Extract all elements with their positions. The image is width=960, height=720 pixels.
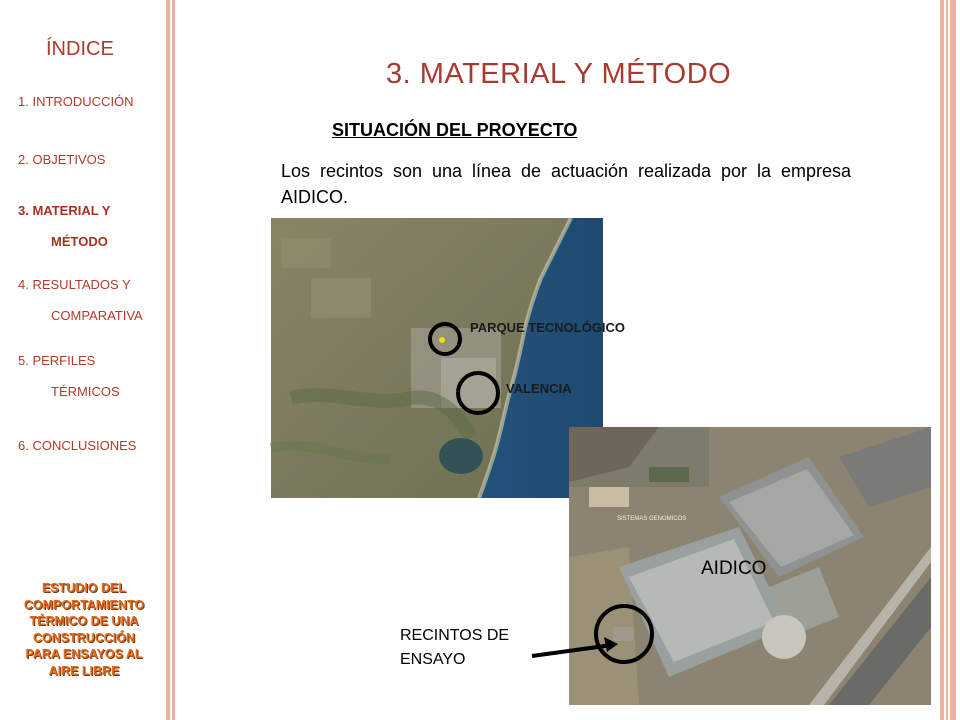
right-border-stripe xyxy=(940,0,944,720)
nav-label-line2: COMPARATIVA xyxy=(51,308,143,323)
nav-item-resultados[interactable] xyxy=(18,269,143,331)
nav-label: 5. PERFILES xyxy=(18,353,96,368)
arrow-recintos xyxy=(520,630,630,670)
nav-label: 1. INTRODUCCIÓN xyxy=(18,94,134,109)
study-title xyxy=(6,580,162,679)
nav-label: 3. MATERIAL Y xyxy=(18,203,111,218)
study-title-line: ESTUDIO DEL xyxy=(41,581,127,595)
study-title-line: CONSTRUCCIÓN xyxy=(32,630,136,645)
nav-label: 4. RESULTADOS Y xyxy=(18,277,131,292)
map-valencia-image xyxy=(271,218,626,498)
nav-label-line2: TÉRMICOS xyxy=(51,384,120,399)
nav-item-objetivos[interactable] xyxy=(18,144,105,175)
body-paragraph: Los recintos son una línea de actuación realizada por la empresa AIDICO. xyxy=(281,161,851,207)
nav-label-line2: MÉTODO xyxy=(51,234,108,249)
sidebar xyxy=(0,0,166,720)
slide-title: 3. MATERIAL Y MÉTODO xyxy=(386,58,732,90)
annotation-line: RECINTOS DE xyxy=(400,627,510,644)
nav-item-perfiles[interactable] xyxy=(18,345,120,407)
sidebar-divider xyxy=(172,0,175,720)
map-label-parque: PARQUE TECNOLÓGICO xyxy=(470,320,626,335)
annotation-line: ENSAYO xyxy=(400,651,466,668)
study-title-line: PARA ENSAYOS AL xyxy=(25,647,143,661)
map-label-aidico: AIDICO xyxy=(701,558,767,579)
section-subtitle: SITUACIÓN DEL PROYECTO xyxy=(332,120,578,140)
map-valencia xyxy=(271,218,626,498)
study-title-line: AIRE LIBRE xyxy=(48,663,120,678)
map-label-sign: SISTEMAS GENOMICOS xyxy=(617,516,687,522)
nav-item-conclusiones[interactable] xyxy=(18,430,136,461)
nav-label: 6. CONCLUSIONES xyxy=(18,438,137,453)
nav-label: 2. OBJETIVOS xyxy=(18,152,106,167)
right-border-stripe xyxy=(946,0,948,720)
index-heading: ÍNDICE xyxy=(46,38,114,60)
annotation-recintos xyxy=(400,624,509,672)
nav-item-introduccion[interactable] xyxy=(18,86,134,117)
nav-item-material-metodo[interactable] xyxy=(18,195,110,257)
right-border-stripe xyxy=(950,0,956,720)
map-label-valencia: VALENCIA xyxy=(506,381,572,396)
study-title-line: TÉRMICO DE UNA xyxy=(29,614,139,628)
study-title-line: COMPORTAMIENTO xyxy=(23,597,145,612)
